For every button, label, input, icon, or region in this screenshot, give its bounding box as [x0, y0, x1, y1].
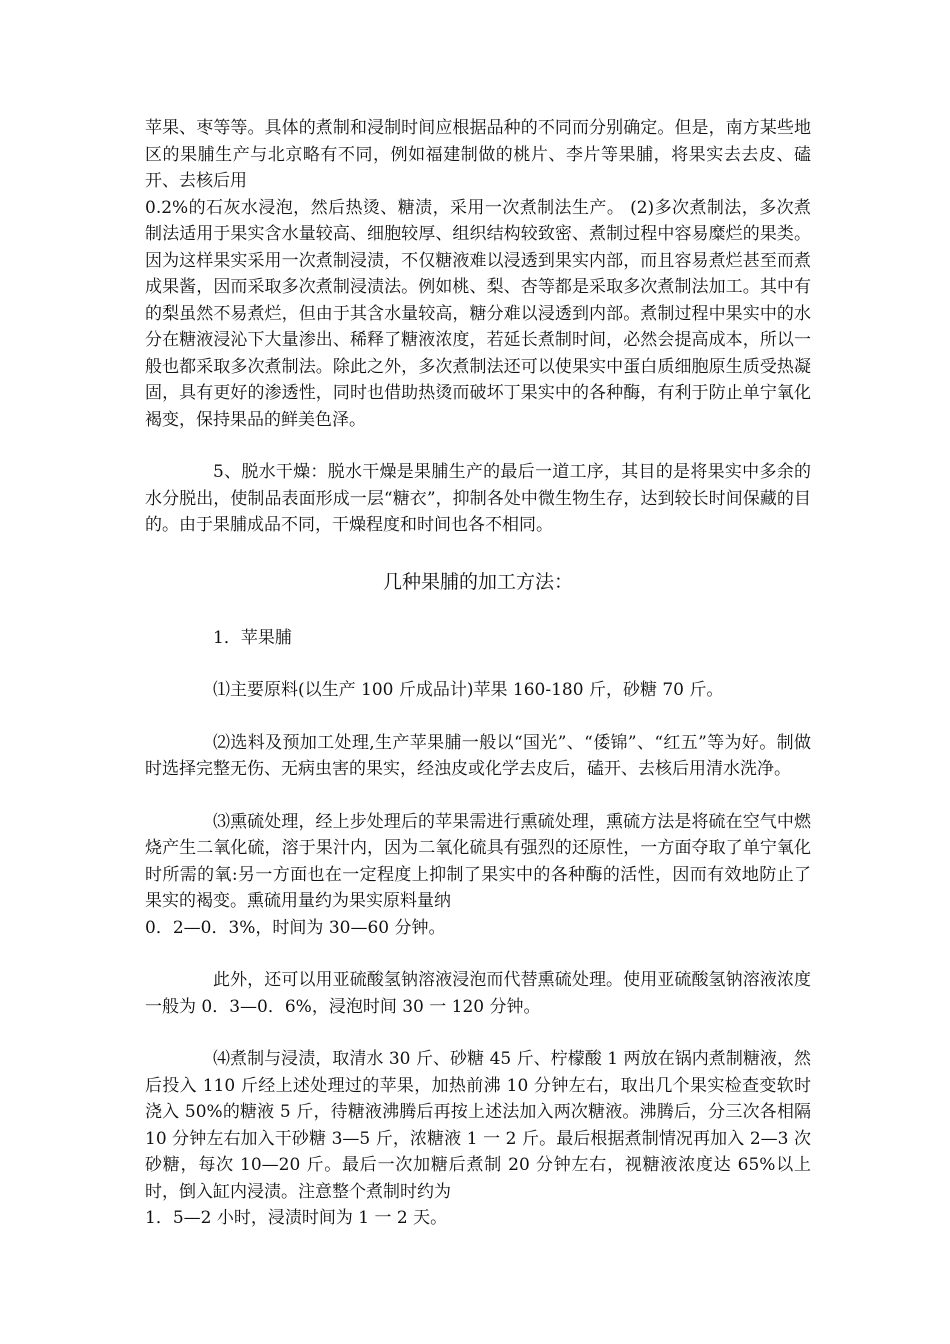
item-boiling-soaking [145, 1046, 811, 1232]
paragraph-line: 1．5—2 小时，浸渍时间为 1 一 2 天。 [145, 1208, 448, 1228]
paragraph-dehydration: 5、脱水干燥：脱水干燥是果脯生产的最后一道工序，其目的是将果实中多余的水分脱出，使制品表面形成一层“糖衣”，抑制各处中微生物生存，达到较长时间保藏的目的。由于果脯成品不同，干燥程度和时间也各不相同。 [145, 462, 811, 535]
section-heading: 几种果脯的加工方法： [382, 570, 573, 593]
item-bisulfite-alternative: 此外，还可以用亚硫酸氢钠溶液浸泡而代替熏硫处理。使用亚硫酸氢钠溶液浓度一般为 0．3—0．6%，浸泡时间 30 一 120 分钟。 [145, 970, 811, 1017]
paragraph-line: 0．2—0．3%，时间为 30—60 分钟。 [145, 917, 446, 938]
item-selection: ⑵选料及预加工处理,生产苹果脯一般以“国光”、“倭锦”、“红五”等为好。制做时选择完整无伤、无病虫害的果实，经浊皮或化学去皮后，磕开、去核后用清水洗净。 [145, 732, 811, 779]
paragraph-line: 苹果、枣等等。具体的煮制和浸制时间应根据品种的不同而分别确定。但是，南方某些地区的果脯生产与北京略有不同，例如福建制做的桃片、李片等果脯，将果实去去皮、磕开、去核后用 [145, 118, 811, 191]
paragraph-line: 0.2%的石灰水浸泡，然后热烫、糖渍，采用一次煮制法生产。 (2)多次煮制法，多次煮制法适用于果实含水量较高、细胞较厚、组织结构较致密、煮制过程中容易糜烂的果类。因为这样果实采用一次煮制浸渍，不仅糖液难以浸透到果实内部，而且容易煮烂甚至而煮成果酱，因而采取多次煮制浸渍法。例如桃、梨、杏等都是采取多次煮制法加工。其中有的梨虽然不易煮烂，但由于其含水量较高，糖分难以浸透到内部。煮制过程中果实中的水分在糖液浸沁下大量渗出、稀释了糖液浓度，若延长煮制时间，必然会提高成本，所以一般也都采取多次煮制法。除此之外，多次煮制法还可以使果实中蛋白质细胞原生质受热凝固，具有更好的渗透性，同时也借助热烫而破坏丁果实中的各种酶，有利于防止单宁氧化褐变，保持果品的鲜美色泽。 [145, 197, 811, 430]
item-raw-materials: ⑴主要原料(以生产 100 斤成品计)苹果 160-180 斤，砂糖 70 斤。 [213, 680, 724, 700]
document-page [145, 115, 811, 1232]
item-sulfur-fumigation [145, 809, 811, 942]
subsection-title-apple: 1．苹果脯 [213, 627, 292, 648]
paragraph-boiling-methods [145, 115, 811, 433]
paragraph-line: ⑶熏硫处理，经上步处理后的苹果需进行熏硫处理，熏硫方法是将硫在空气中燃烧产生二氧化硫，溶于果汁内，因为二氧化硫具有强烈的还原性，一方面夺取了单宁氧化时所需的氧:另一方面也在一定程度上抑制了果实中的各种酶的活性，因而有效地防止了果实的褐变。熏硫用量约为果实原料量纳 [145, 811, 811, 911]
paragraph-line: ⑷煮制与浸渍，取清水 30 斤、砂糖 45 斤、柠檬酸 1 两放在锅内煮制糖液，然后投入 110 斤经上述处理过的苹果，加热前沸 10 分钟左右，取出几个果实检查变软时浇入 50%的糖液 5 斤，待糖液沸腾后再按上述法加入两次糖液。沸腾后，分三次各相隔 10 分钟左右加入干砂糖 3—5 斤，浓糖液 1 一 2 斤。最后根据煮制情况再加入 2—3 次砂糖，每次 10—20 斤。最后一次加糖后煮制 20 分钟左右，视糖液浓度达 65%以上时，倒入缸内浸渍。注意整个煮制时约为 [145, 1049, 811, 1202]
